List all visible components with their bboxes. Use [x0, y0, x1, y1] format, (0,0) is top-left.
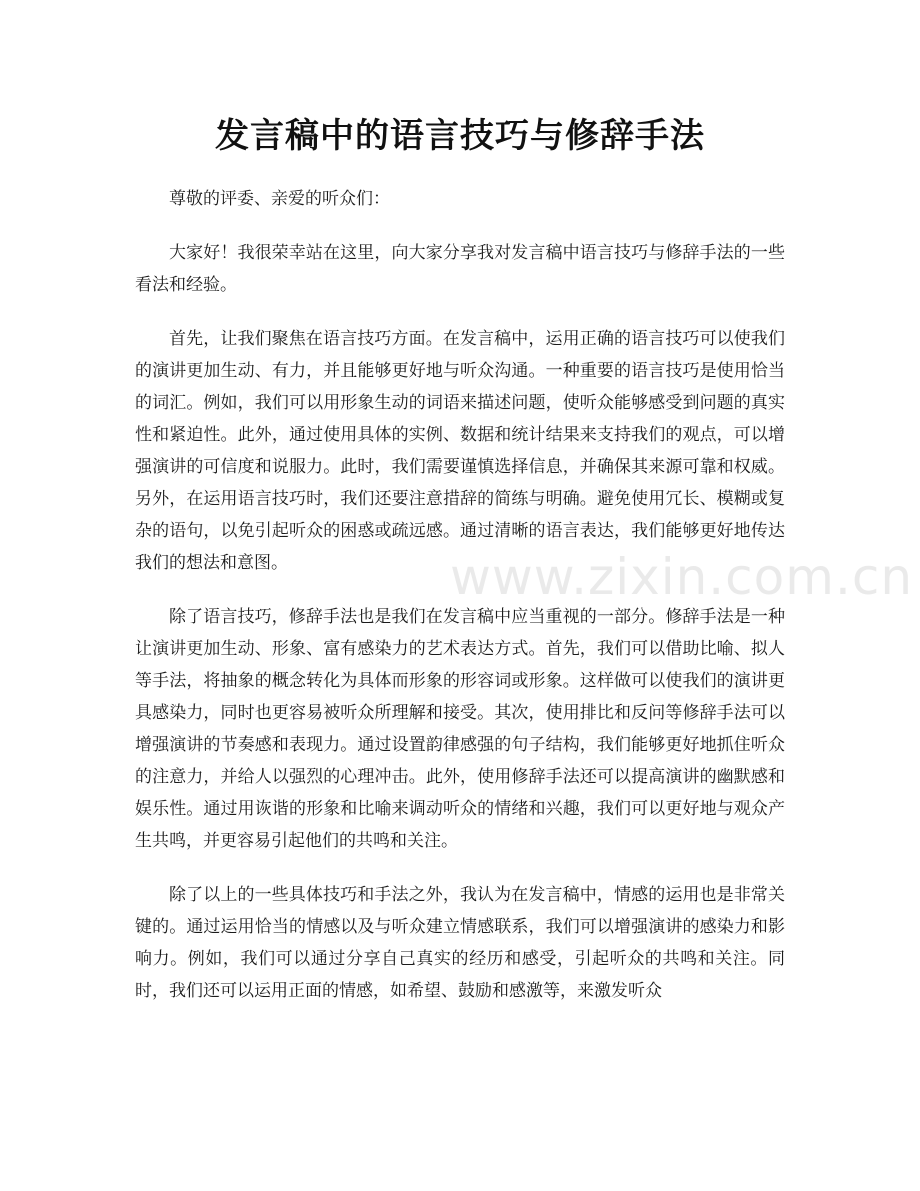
paragraph-rhetoric: 除了语言技巧，修辞手法也是我们在发言稿中应当重视的一部分。修辞手法是一种让演讲更加生动、形象、富有感染力的艺术表达方式。首先，我们可以借助比喻、拟人等手法，将抽象的概念转化为具体而形象的形容词或形象。这样做可以使我们的演讲更具感染力，同时也更容易被听众所理解和接受。其次，使用排比和反问等修辞手法可以增强演讲的节奏感和表现力。通过设置韵律感强的句子结构，我们能够更好地抓住听众的注意力，并给人以强烈的心理冲击。此外，使用修辞手法还可以提高演讲的幽默感和娱乐性。通过用诙谐的形象和比喻来调动听众的情绪和兴趣，我们可以更好地与观众产生共鸣，并更容易引起他们的共鸣和关注。 [135, 607, 785, 851]
document-body [135, 183, 785, 1029]
watermark-text: www.zixin.com.cn [450, 548, 914, 606]
paragraph-language-skills: 首先，让我们聚焦在语言技巧方面。在发言稿中，运用正确的语言技巧可以使我们的演讲更加生动、有力，并且能够更好地与听众沟通。一种重要的语言技巧是使用恰当的词汇。例如，我们可以用形象生动的词语来描述问题，使听众能够感受到问题的真实性和紧迫性。此外，通过使用具体的实例、数据和统计结果来支持我们的观点，可以增强演讲的可信度和说服力。此时，我们需要谨慎选择信息，并确保其来源可靠和权威。另外，在运用语言技巧时，我们还要注意措辞的简练与明确。避免使用冗长、模糊或复杂的语句，以免引起听众的困惑或疏远感。通过清晰的语言表达，我们能够更好地传达我们的想法和意图。 [135, 329, 785, 573]
greeting-paragraph: 尊敬的评委、亲爱的听众们： [169, 189, 390, 209]
paragraph-intro: 大家好！我很荣幸站在这里，向大家分享我对发言稿中语言技巧与修辞手法的一些看法和经验。 [135, 243, 785, 295]
paragraph-emotion: 除了以上的一些具体技巧和手法之外，我认为在发言稿中，情感的运用也是非常关键的。通过运用恰当的情感以及与听众建立情感联系，我们可以增强演讲的感染力和影响力。例如，我们可以通过分享自己真实的经历和感受，引起听众的共鸣和关注。同时，我们还可以运用正面的情感，如希望、鼓励和感激等，来激发听众 [135, 885, 785, 1001]
document-title: 发言稿中的语言技巧与修辞手法 [215, 116, 705, 156]
